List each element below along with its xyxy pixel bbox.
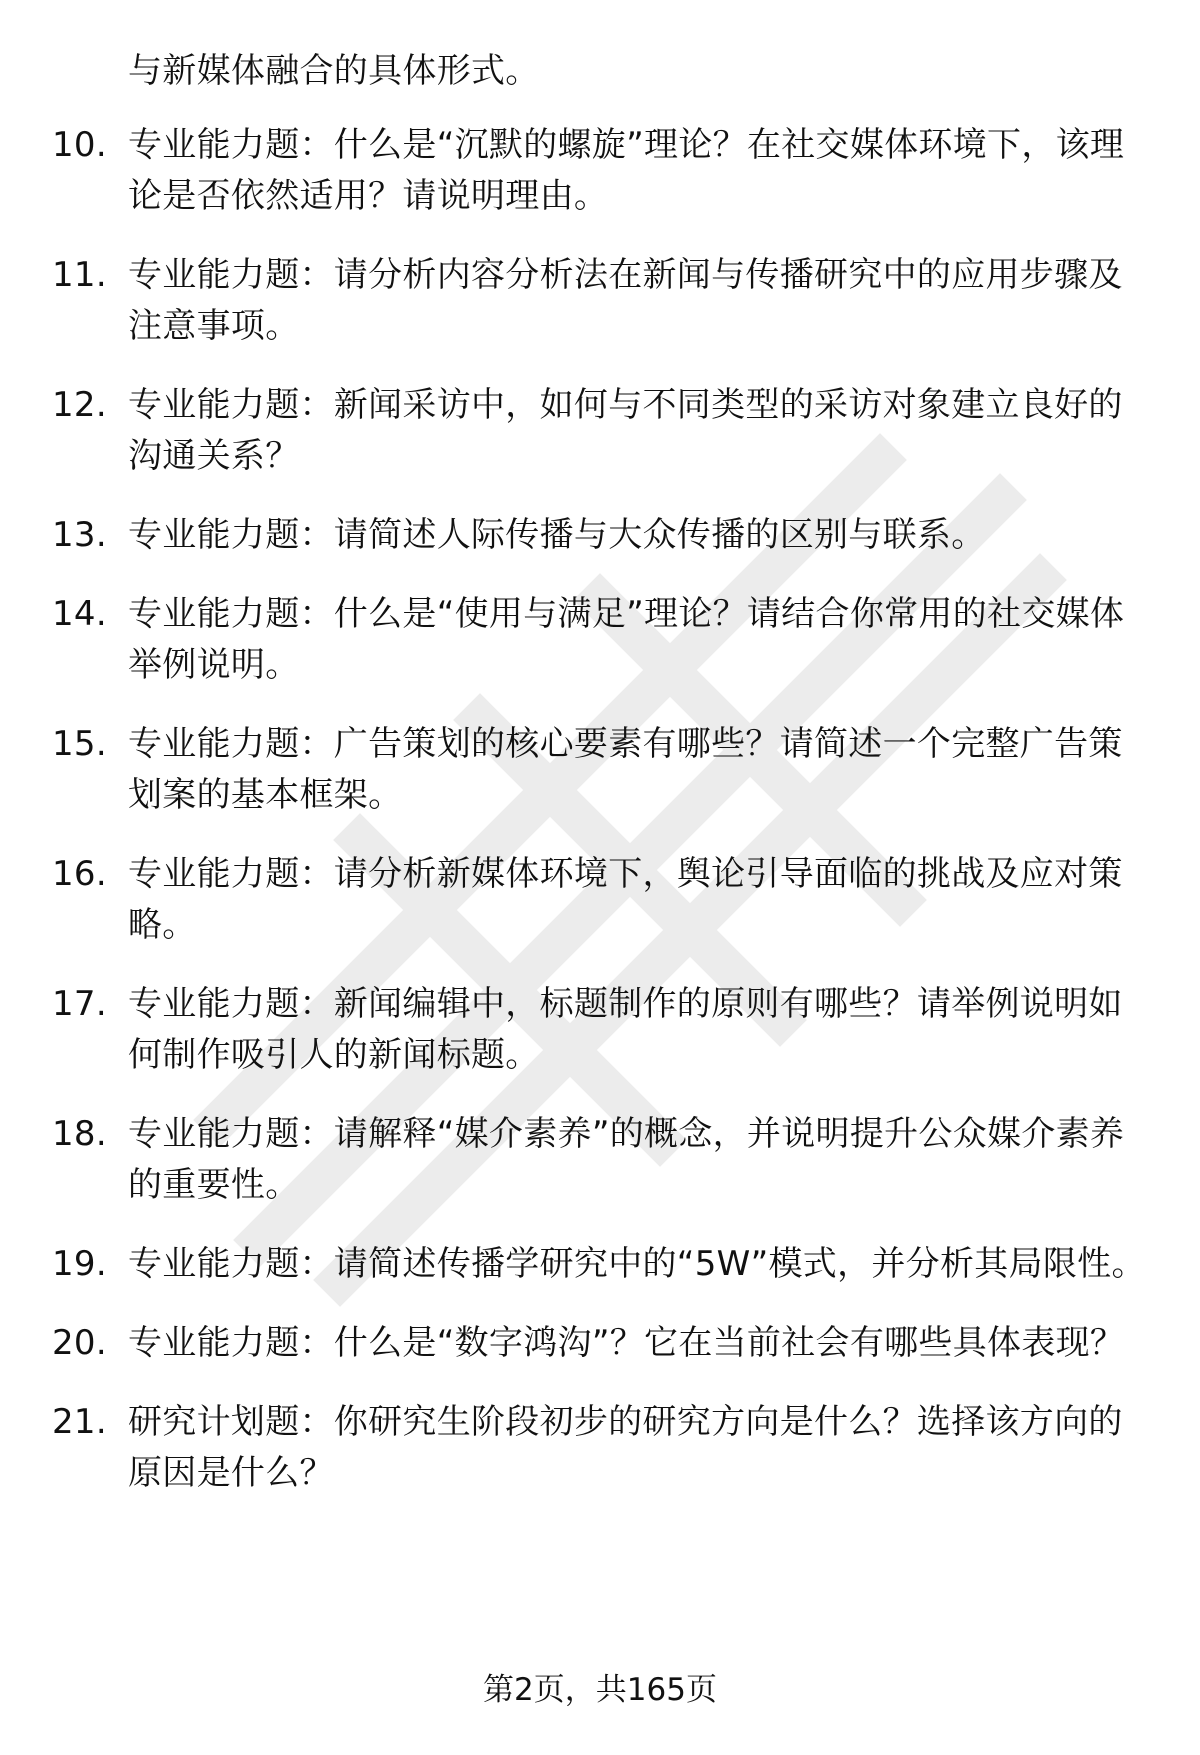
list-item xyxy=(52,589,1152,691)
item-number: 13. xyxy=(52,515,107,555)
item-number: 12. xyxy=(52,385,107,425)
item-number: 21. xyxy=(52,1402,107,1442)
item-number: 18. xyxy=(52,1114,107,1154)
item-number: 20. xyxy=(52,1323,107,1363)
item-text: 专业能力题：什么是“数字鸿沟”？它在当前社会有哪些具体表现？ xyxy=(128,1323,1125,1363)
item-number: 19. xyxy=(52,1244,107,1284)
list-item xyxy=(52,510,1152,561)
continued-item xyxy=(52,46,1152,97)
item-text: 专业能力题：请分析内容分析法在新闻与传播研究中的应用步骤及注意事项。 xyxy=(128,255,1123,346)
item-number: 15. xyxy=(52,724,107,764)
item-number: 11. xyxy=(52,255,107,295)
question-list xyxy=(52,46,1152,1527)
item-number: 10. xyxy=(52,125,107,165)
list-item xyxy=(52,1318,1152,1369)
list-item xyxy=(52,1239,1152,1290)
list-item xyxy=(52,849,1152,951)
item-text: 专业能力题：请解释“媒介素养”的概念，并说明提升公众媒介素养的重要性。 xyxy=(128,1114,1125,1205)
continued-text: 与新媒体融合的具体形式。 xyxy=(128,51,540,91)
item-text: 专业能力题：请简述传播学研究中的“5W”模式，并分析其局限性。 xyxy=(128,1244,1146,1284)
list-item xyxy=(52,719,1152,821)
page-number-footer: 第2页，共165页 xyxy=(483,1672,717,1708)
list-item xyxy=(52,250,1152,352)
list-item xyxy=(52,1109,1152,1211)
item-number: 17. xyxy=(52,984,107,1024)
item-text: 专业能力题：新闻编辑中，标题制作的原则有哪些？请举例说明如何制作吸引人的新闻标题。 xyxy=(128,984,1123,1075)
item-text: 专业能力题：新闻采访中，如何与不同类型的采访对象建立良好的沟通关系？ xyxy=(128,385,1123,476)
item-text: 研究计划题：你研究生阶段初步的研究方向是什么？选择该方向的原因是什么？ xyxy=(128,1402,1123,1493)
item-text: 专业能力题：广告策划的核心要素有哪些？请简述一个完整广告策划案的基本框架。 xyxy=(128,724,1123,815)
item-text: 专业能力题：请分析新媒体环境下，舆论引导面临的挑战及应对策略。 xyxy=(128,854,1123,945)
item-number: 14. xyxy=(52,594,107,634)
list-item xyxy=(52,380,1152,482)
item-text: 专业能力题：什么是“使用与满足”理论？请结合你常用的社交媒体举例说明。 xyxy=(128,594,1125,685)
item-text: 专业能力题：请简述人际传播与大众传播的区别与联系。 xyxy=(128,515,986,555)
list-item xyxy=(52,1397,1152,1499)
list-item xyxy=(52,979,1152,1081)
item-text: 专业能力题：什么是“沉默的螺旋”理论？在社交媒体环境下，该理论是否依然适用？请说明理由。 xyxy=(128,125,1125,216)
item-number: 16. xyxy=(52,854,107,894)
list-item xyxy=(52,120,1152,222)
